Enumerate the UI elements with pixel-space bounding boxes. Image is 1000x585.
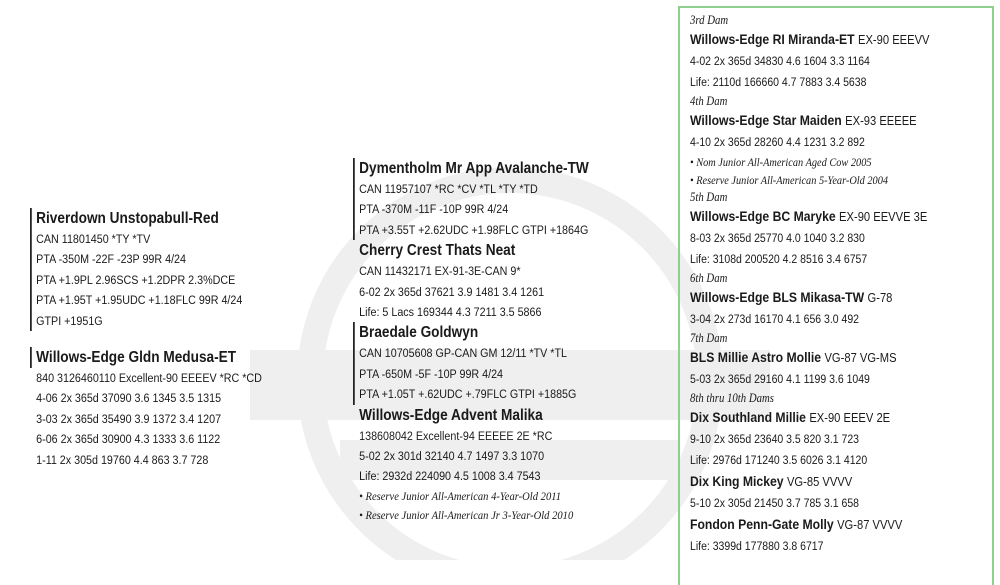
classification: EX-90 EEEVV [858, 32, 930, 47]
sire-block [30, 208, 262, 331]
sire-name: Riverdown Unstopabull-Red [36, 210, 219, 227]
production-record: 5-10 2x 305d 21450 3.7 785 3.1 658 [690, 496, 860, 510]
dam-sire-name: Braedale Goldwyn [359, 324, 479, 342]
generation-label: 3rd Dam [690, 13, 729, 27]
dam-dam-block [353, 405, 589, 525]
dam-name [690, 347, 929, 369]
sire-sire-line: PTA -370M -11F -10P 99R 4/24 [359, 202, 509, 217]
production-record: Life: 2110d 166660 4.7 7883 3.4 5638 [690, 75, 867, 89]
dam-name [690, 514, 929, 536]
generation-label: 6th Dam [690, 271, 728, 285]
dam-line: 3-03 2x 365d 35490 3.9 1372 3.4 1207 [36, 411, 222, 426]
pedigree-grandparents [353, 158, 589, 525]
dam-sire-line: PTA -650M -5F -10P 99R 4/24 [359, 366, 504, 381]
dam-name [690, 287, 929, 309]
dam-dam-note: • Reserve Junior All-American Jr 3-Year-Old 2010 [359, 507, 574, 522]
dam-name [690, 29, 929, 51]
sire-sire-name: Dymentholm Mr App Avalanche-TW [359, 160, 589, 177]
award-note: • Reserve Junior All-American 5-Year-Old 2004 [690, 173, 889, 187]
production-record: 8-03 2x 365d 25770 4.0 1040 3.2 830 [690, 231, 865, 245]
production-record: 9-10 2x 365d 23640 3.5 820 3.1 723 [690, 432, 860, 446]
dam-block [30, 347, 262, 470]
dam-dam-line: Life: 2932d 224090 4.5 1008 3.4 7543 [359, 469, 541, 484]
dam-sire-line: PTA +1.05T +.62UDC +.79FLC GTPI +1885G [359, 387, 577, 402]
dam-dam-name: Willows-Edge Advent Malika [359, 406, 543, 424]
classification: EX-90 EEVVE 3E [839, 209, 928, 224]
dam-entry [690, 471, 929, 514]
sire-dam-block [353, 240, 589, 322]
dam-entry [690, 330, 929, 390]
dam-name-text: Dix Southland Millie [690, 410, 806, 426]
pedigree-parents [30, 208, 262, 470]
production-record: 3-04 2x 273d 16170 4.1 656 3.0 492 [690, 312, 860, 326]
dam-name [690, 110, 929, 132]
sire-sire-line: PTA +3.55T +2.62UDC +1.98FLC GTPI +1864G [359, 222, 589, 237]
dam-sire-line: CAN 10705608 GP-CAN GM 12/11 *TV *TL [359, 346, 568, 361]
dam-line: 6-06 2x 365d 30900 4.3 1333 3.6 1122 [36, 432, 221, 447]
classification: EX-90 EEEV 2E [809, 410, 891, 425]
generation-label: 5th Dam [690, 190, 728, 204]
sire-line: PTA +1.9PL 2.96SCS +1.2DPR 2.3%DCE [36, 272, 236, 287]
classification: G-78 [867, 290, 893, 305]
production-record: 4-10 2x 365d 28260 4.4 1231 3.2 892 [690, 135, 865, 149]
sire-line: PTA -350M -22F -23P 99R 4/24 [36, 252, 186, 267]
dam-name [690, 407, 929, 429]
dam-entry [690, 93, 929, 189]
dam-name-text: BLS Millie Astro Mollie [690, 350, 822, 366]
production-record: Life: 2976d 171240 3.5 6026 3.1 4120 [690, 453, 868, 467]
generation-label: 8th thru 10th Dams [690, 391, 774, 405]
sire-dam-line: 6-02 2x 365d 37621 3.9 1481 3.4 1261 [359, 284, 545, 299]
production-record: 5-03 2x 365d 29160 4.1 1199 3.6 1049 [690, 372, 870, 386]
sire-sire-block [353, 158, 589, 240]
dam-line: 4-06 2x 365d 37090 3.6 1345 3.5 1315 [36, 391, 222, 406]
dam-entry [690, 189, 929, 270]
sire-sire-line: CAN 11957107 *RC *CV *TL *TY *TD [359, 182, 538, 196]
dam-name-text: Dix King Mickey [690, 474, 784, 490]
dam-dam-line: 5-02 2x 301d 32140 4.7 1497 3.3 1070 [359, 449, 545, 464]
sire-dam-line: Life: 5 Lacs 169344 4.3 7211 3.5 5866 [359, 305, 542, 320]
dam-name: Willows-Edge Gldn Medusa-ET [30, 347, 262, 368]
classification: EX-93 EEEEE [845, 113, 917, 128]
dam-entry [690, 390, 929, 471]
sire-line: PTA +1.95T +1.95UDC +1.18FLC 99R 4/24 [36, 293, 243, 308]
classification: VG-87 VVVV [837, 517, 903, 532]
dam-sire-block [353, 322, 589, 404]
classification: VG-85 VVVV [786, 474, 853, 489]
dam-dam-line: 138608042 Excellent-94 EEEEE 2E *RC [359, 428, 553, 443]
sire-line: GTPI +1951G [36, 313, 103, 328]
dam-line: 840 3126460110 Excellent-90 EEEEV *RC *CD [36, 371, 262, 386]
sire-dam-line: CAN 11432171 EX-91-3E-CAN 9* [359, 264, 521, 279]
dam-name [690, 206, 929, 228]
dam-entry [690, 270, 929, 330]
dam-name [690, 471, 929, 493]
dam-name-text: Willows-Edge BC Maryke [690, 209, 836, 225]
award-note: • Nom Junior All-American Aged Cow 2005 [690, 155, 872, 169]
dam-entry [690, 12, 929, 93]
production-record: 4-02 2x 365d 34830 4.6 1604 3.3 1164 [690, 54, 870, 68]
generation-label: 7th Dam [690, 331, 728, 345]
female-line [690, 12, 929, 557]
dam-name-text: Willows-Edge RI Miranda-ET [690, 32, 855, 48]
production-record: Life: 3108d 200520 4.2 8516 3.4 6757 [690, 252, 868, 266]
classification: VG-87 VG-MS [824, 350, 897, 365]
dam-entry [690, 514, 929, 557]
dam-line: 1-11 2x 305d 19760 4.4 863 3.7 728 [36, 452, 209, 467]
production-record: Life: 3399d 177880 3.8 6717 [690, 539, 824, 553]
dam-name-text: Fondon Penn-Gate Molly [690, 517, 834, 533]
dam-name-text: Willows-Edge Star Maiden [690, 113, 842, 129]
sire-line: CAN 11801450 *TY *TV [36, 232, 151, 246]
dam-dam-note: • Reserve Junior All-American 4-Year-Old 2011 [359, 488, 562, 503]
dam-name-text: Willows-Edge BLS Mikasa-TW [690, 290, 865, 306]
sire-dam-name: Cherry Crest Thats Neat [359, 242, 516, 260]
generation-label: 4th Dam [690, 94, 728, 108]
